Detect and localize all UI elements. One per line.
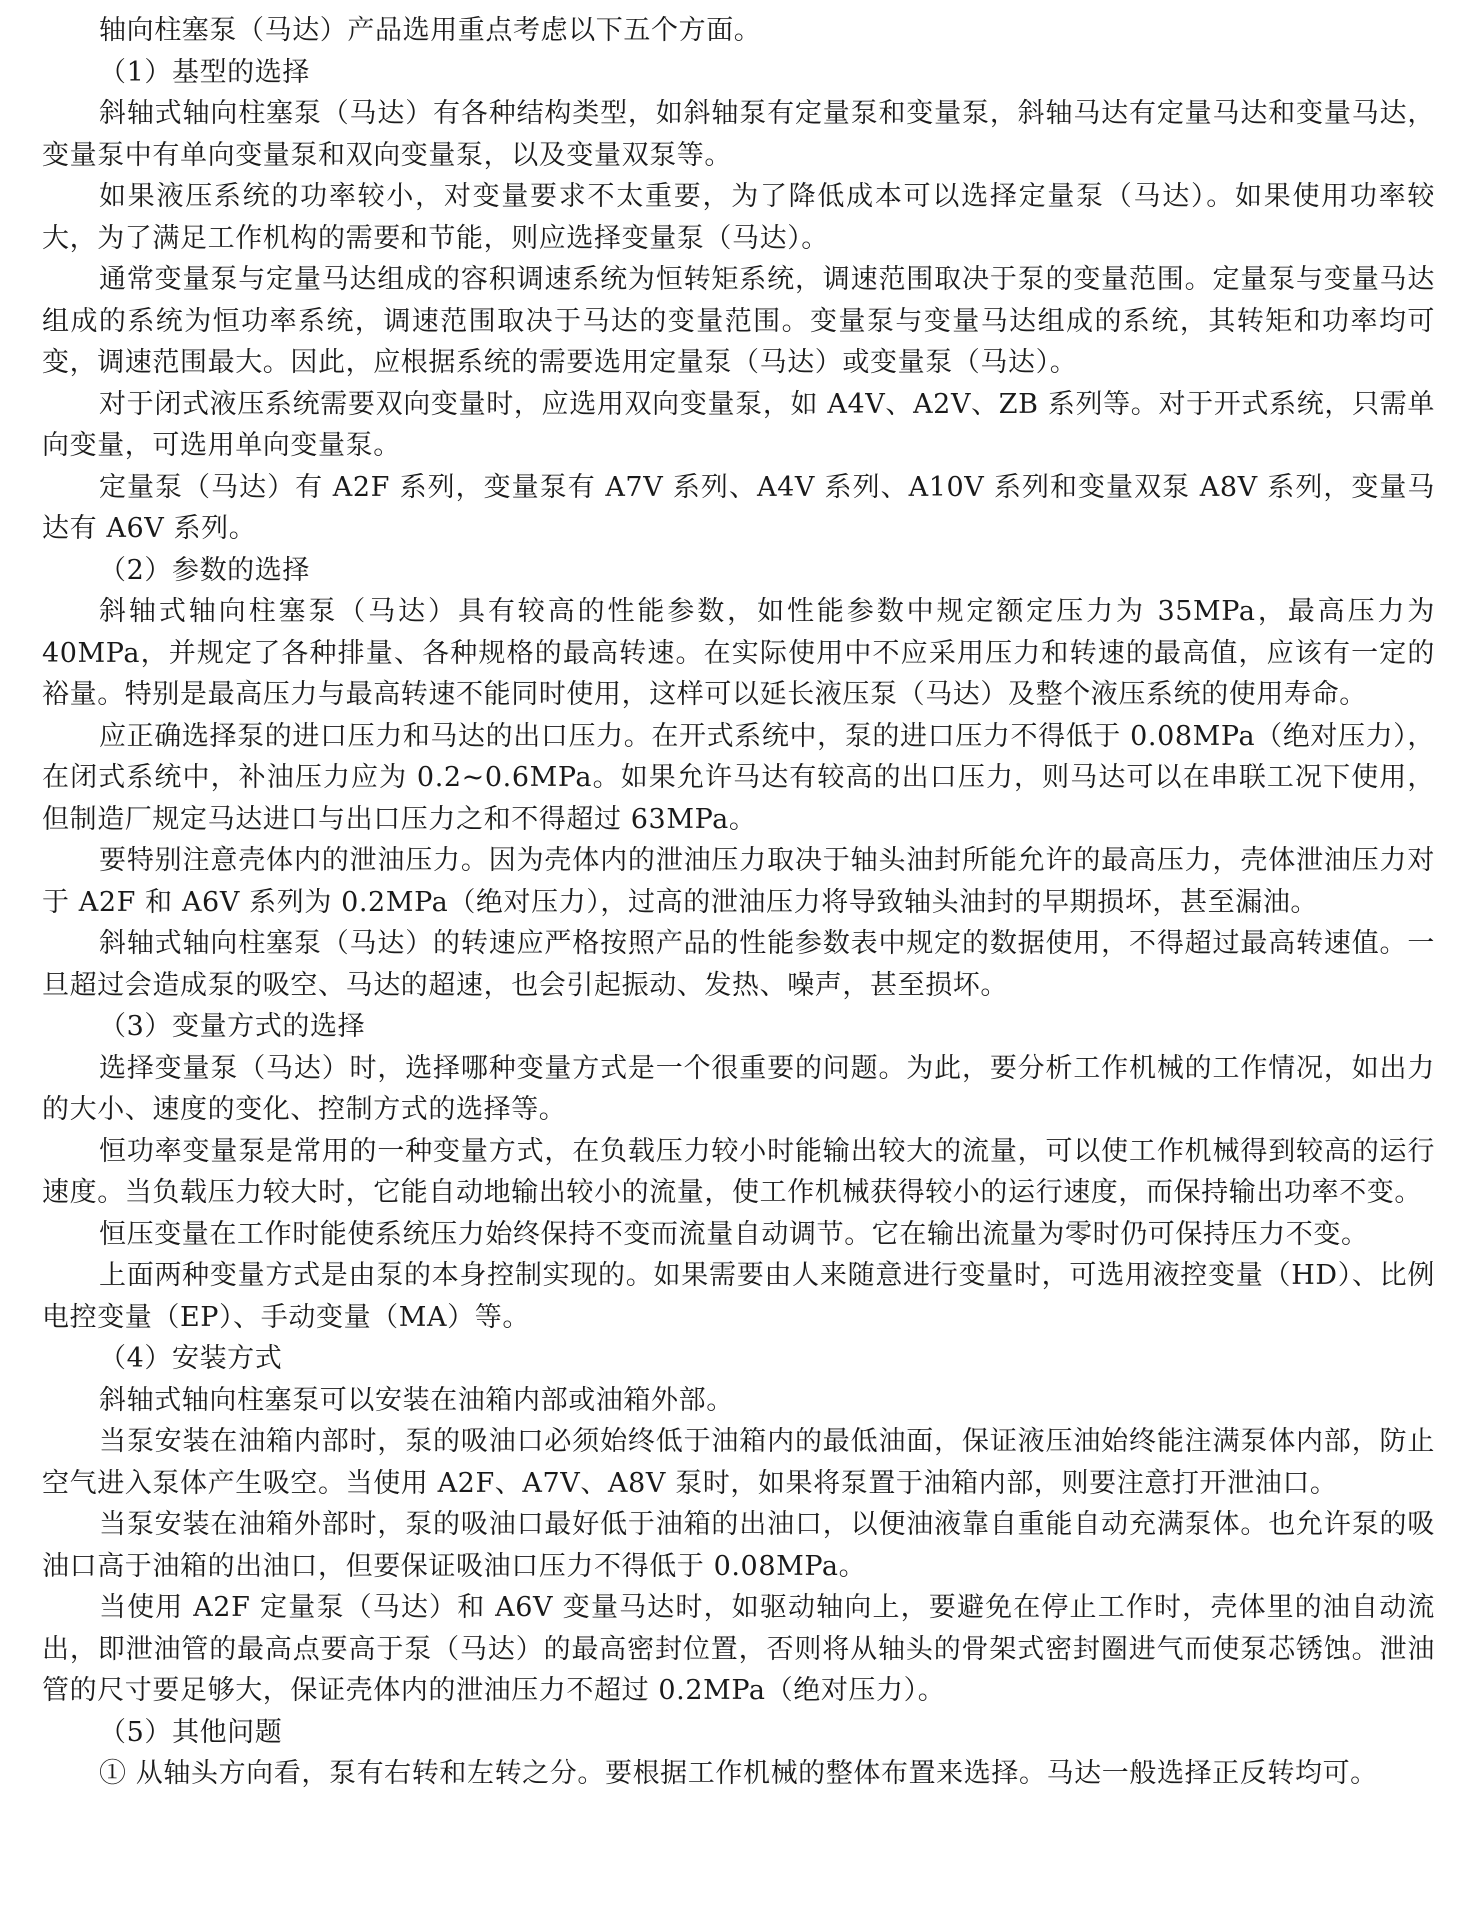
paragraph: 斜轴式轴向柱塞泵（马达）具有较高的性能参数，如性能参数中规定额定压力为 35MPa，最高压力为 40MPa，并规定了各种排量、各种规格的最高转速。在实际使用中不应采用压力和转速的最高值，应该有一定的裕量。特别是最高压力与最高转速不能同时使用，这样可以延长液压泵（马达）及整个液压系统的使用寿命。 bbox=[42, 596, 1435, 710]
paragraph-intro: 轴向柱塞泵（马达）产品选用重点考虑以下五个方面。 bbox=[99, 15, 762, 46]
paragraph: ① 从轴头方向看，泵有右转和左转之分。要根据工作机械的整体布置来选择。马达一般选择正反转均可。 bbox=[99, 1758, 1378, 1789]
paragraph: 当使用 A2F 定量泵（马达）和 A6V 变量马达时，如驱动轴向上，要避免在停止工作时，壳体里的油自动流出，即泄油管的最高点要高于泵（马达）的最高密封位置，否则将从轴头的骨架式密封圈进气而使泵芯锈蚀。泄油管的尺寸要足够大，保证壳体内的泄油压力不超过 0.2MPa（绝对压力）。 bbox=[42, 1592, 1435, 1706]
paragraph: 当泵安装在油箱外部时，泵的吸油口最好低于油箱的出油口，以便油液靠自重能自动充满泵体。也允许泵的吸油口高于油箱的出油口，但要保证吸油口压力不得低于 0.08MPa。 bbox=[42, 1509, 1435, 1582]
section-heading-5: （5）其他问题 bbox=[99, 1716, 283, 1748]
paragraph: 如果液压系统的功率较小，对变量要求不太重要，为了降低成本可以选择定量泵（马达）。如果使用功率较大，为了满足工作机构的需要和节能，则应选择变量泵（马达）。 bbox=[42, 181, 1435, 254]
paragraph: 恒压变量在工作时能使系统压力始终保持不变而流量自动调节。它在输出流量为零时仍可保持压力不变。 bbox=[99, 1218, 1369, 1250]
section-heading-2: （2）参数的选择 bbox=[99, 554, 310, 586]
paragraph: 要特别注意壳体内的泄油压力。因为壳体内的泄油压力取决于轴头油封所能允许的最高压力，壳体泄油压力对于 A2F 和 A6V 系列为 0.2MPa（绝对压力），过高的泄油压力将导致轴头油封的早期损坏，甚至漏油。 bbox=[42, 845, 1435, 918]
paragraph: 通常变量泵与定量马达组成的容积调速系统为恒转矩系统，调速范围取决于泵的变量范围。定量泵与变量马达组成的系统为恒功率系统，调速范围取决于马达的变量范围。变量泵与变量马达组成的系统，其转矩和功率均可变，调速范围最大。因此，应根据系统的需要选用定量泵（马达）或变量泵（马达）。 bbox=[42, 264, 1435, 378]
paragraph: 应正确选择泵的进口压力和马达的出口压力。在开式系统中，泵的进口压力不得低于 0.08MPa（绝对压力），在闭式系统中，补油压力应为 0.2~0.6MPa。如果允许马达有较高的出口压力，则马达可以在串联工况下使用，但制造厂规定马达进口与出口压力之和不得超过 63MPa。 bbox=[42, 720, 1435, 835]
section-heading-3: （3）变量方式的选择 bbox=[99, 1011, 366, 1042]
paragraph: 定量泵（马达）有 A2F 系列，变量泵有 A7V 系列、A4V 系列、A10V 系列和变量双泵 A8V 系列，变量马达有 A6V 系列。 bbox=[42, 471, 1435, 544]
paragraph: 恒功率变量泵是常用的一种变量方式，在负载压力较小时能输出较大的流量，可以使工作机械得到较高的运行速度。当负载压力较大时，它能自动地输出较小的流量，使工作机械获得较小的运行速度，而保持输出功率不变。 bbox=[42, 1135, 1435, 1208]
paragraph: 对于闭式液压系统需要双向变量时，应选用双向变量泵，如 A4V、A2V、ZB 系列等。对于开式系统，只需单向变量，可选用单向变量泵。 bbox=[42, 388, 1435, 461]
paragraph: 当泵安装在油箱内部时，泵的吸油口必须始终低于油箱内的最低油面，保证液压油始终能注满泵体内部，防止空气进入泵体产生吸空。当使用 A2F、A7V、A8V 泵时，如果将泵置于油箱内部，则要注意打开泄油口。 bbox=[42, 1426, 1435, 1499]
document-page bbox=[42, 10, 1435, 1795]
paragraph: 斜轴式轴向柱塞泵（马达）有各种结构类型，如斜轴泵有定量泵和变量泵，斜轴马达有定量马达和变量马达，变量泵中有单向变量泵和双向变量泵，以及变量双泵等。 bbox=[42, 98, 1435, 171]
paragraph: 斜轴式轴向柱塞泵（马达）的转速应严格按照产品的性能参数表中规定的数据使用，不得超过最高转速值。一旦超过会造成泵的吸空、马达的超速，也会引起振动、发热、噪声，甚至损坏。 bbox=[42, 928, 1435, 1001]
paragraph: 上面两种变量方式是由泵的本身控制实现的。如果需要由人来随意进行变量时，可选用液控变量（HD）、比例电控变量（EP）、手动变量（MA）等。 bbox=[42, 1260, 1435, 1333]
section-heading-1: （1）基型的选择 bbox=[99, 56, 310, 88]
paragraph: 选择变量泵（马达）时，选择哪种变量方式是一个很重要的问题。为此，要分析工作机械的工作情况，如出力的大小、速度的变化、控制方式的选择等。 bbox=[42, 1052, 1435, 1125]
paragraph: 斜轴式轴向柱塞泵可以安装在油箱内部或油箱外部。 bbox=[99, 1384, 734, 1416]
section-heading-4: （4）安装方式 bbox=[99, 1343, 283, 1374]
